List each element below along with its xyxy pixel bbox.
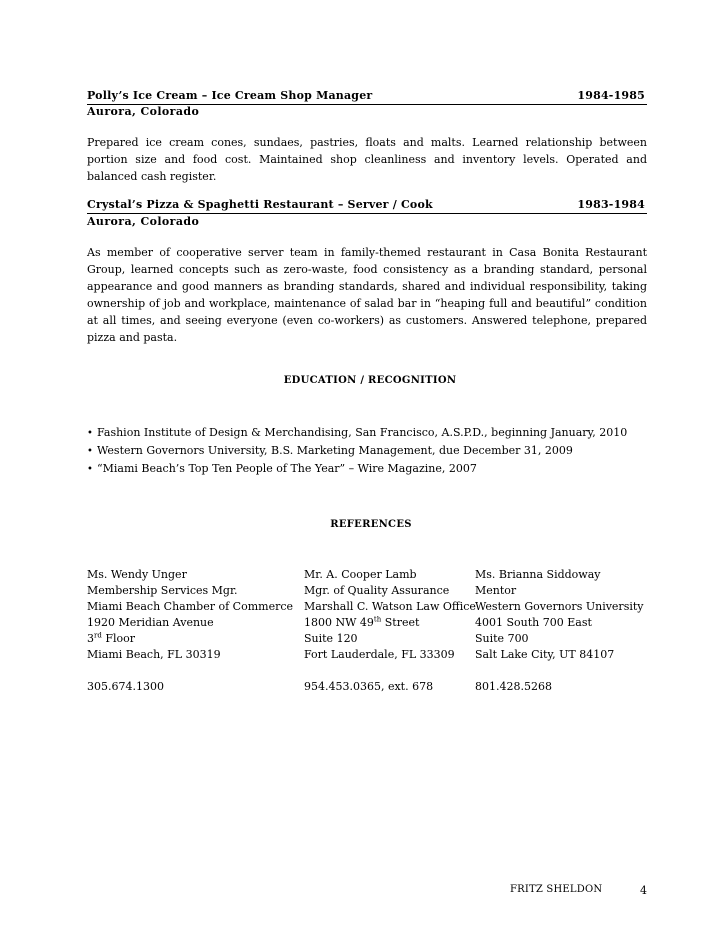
- reference-phone: 954.453.0365, ext. 678: [304, 680, 434, 693]
- reference-name: Ms. Wendy Unger: [87, 568, 187, 581]
- reference-city: Salt Lake City, UT 84107: [475, 648, 615, 661]
- reference-title: Mentor: [475, 584, 517, 597]
- reference-street: 1920 Meridian Avenue: [87, 616, 214, 629]
- reference-suite: 3rd Floor: [87, 631, 135, 645]
- reference-name: Mr. A. Cooper Lamb: [304, 568, 417, 581]
- job-dates: 1984-1985: [577, 89, 645, 102]
- education-list: [87, 424, 627, 478]
- job-location: Aurora, Colorado: [87, 215, 200, 228]
- bullet-icon: •: [87, 446, 93, 457]
- reference-suite: Suite 700: [475, 632, 529, 645]
- reference-entry: [304, 567, 476, 695]
- list-item: • Western Governors University, B.S. Marketing Management, due December 31, 2009: [87, 442, 627, 460]
- job-title-row: [87, 88, 647, 105]
- reference-city: Miami Beach, FL 30319: [87, 648, 221, 661]
- references-heading: REFERENCES: [330, 519, 412, 530]
- reference-entry: [87, 567, 293, 695]
- reference-street: 4001 South 700 East: [475, 616, 592, 629]
- reference-phone: 801.428.5268: [475, 680, 552, 693]
- reference-street: 1800 NW 49th Street: [304, 615, 420, 629]
- reference-phone: 305.674.1300: [87, 680, 164, 693]
- page-number: 4: [640, 884, 647, 897]
- list-item: • Fashion Institute of Design & Merchandising, San Francisco, A.S.P.D., beginning January, 2010: [87, 424, 627, 442]
- job-title: Crystal’s Pizza & Spaghetti Restaurant – Server / Cook: [87, 198, 433, 211]
- reference-title: Mgr. of Quality Assurance: [304, 584, 450, 597]
- bullet-icon: •: [87, 428, 93, 439]
- job-location: Aurora, Colorado: [87, 105, 200, 118]
- list-item: • “Miami Beach’s Top Ten People of The Year” – Wire Magazine, 2007: [87, 460, 627, 478]
- footer-name: FRITZ SHELDON: [510, 884, 603, 895]
- education-heading: EDUCATION / RECOGNITION: [283, 375, 457, 386]
- reference-organization: Miami Beach Chamber of Commerce: [87, 600, 294, 613]
- job-title: Polly’s Ice Cream – Ice Cream Shop Manager: [87, 89, 373, 102]
- job-description: Prepared ice cream cones, sundaes, pastries, floats and malts. Learned relationship between portion size and food cost. Maintained shop cleanliness and inventory levels. Operated and balanced cash register.: [87, 136, 647, 183]
- reference-name: Ms. Brianna Siddoway: [475, 568, 601, 581]
- bullet-icon: •: [87, 464, 93, 475]
- reference-entry: [475, 567, 644, 695]
- reference-title: Membership Services Mgr.: [87, 584, 238, 597]
- reference-suite: Suite 120: [304, 632, 358, 645]
- job-title-row: [87, 197, 647, 214]
- job-dates: 1983-1984: [577, 198, 645, 211]
- reference-city: Fort Lauderdale, FL 33309: [304, 648, 455, 661]
- reference-organization: Marshall C. Watson Law Office: [304, 600, 476, 613]
- job-description: As member of cooperative server team in family-themed restaurant in Casa Bonita Restaurant Group, learned concepts such as zero-waste, food consistency as a branding standard, personal appearance and good manners as branding standards, shared and individual responsibility, taking ownership of job and workplace, maintenance of salad bar in “heaping full and beautiful” condition at all times, and seeing everyone (even co-workers) as customers. Answered telephone, prepared pizza and pasta.: [87, 246, 647, 344]
- reference-organization: Western Governors University: [475, 600, 644, 613]
